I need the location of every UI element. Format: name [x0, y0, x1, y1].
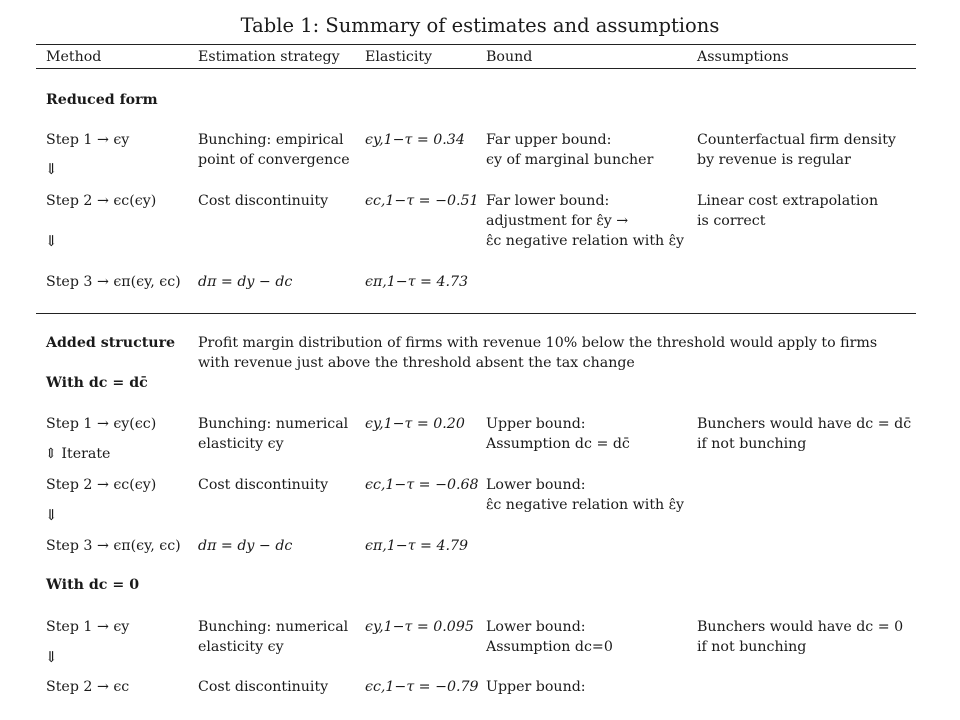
strategy-line: elasticity ϵy: [198, 639, 284, 655]
row-reduced-step2-method: Step 2 → ϵc(ϵy): [46, 193, 157, 209]
bound-line: Lower bound:: [486, 477, 586, 493]
row-reduced-step2-assumptions: [697, 191, 878, 231]
down-arrow-icon: ⇓: [45, 506, 58, 524]
row-bar-step1-assumptions: [697, 414, 911, 454]
row-bar-step2-method: Step 2 → ϵc(ϵy): [46, 477, 157, 493]
header-method: Method: [46, 49, 102, 65]
description-line: with revenue just above the threshold absent the tax change: [198, 355, 635, 371]
header-assumptions: Assumptions: [697, 49, 789, 65]
strategy-line: Bunching: numerical: [198, 416, 349, 432]
row-zero-step1-method: Step 1 → ϵy: [46, 619, 130, 635]
bound-line: ϵy of marginal buncher: [486, 152, 654, 168]
row-bar-step1-strategy: [198, 414, 348, 454]
bound-line: Assumption dc = dc̄: [486, 436, 630, 452]
assumption-line: Bunchers would have dc = 0: [697, 619, 904, 635]
header-elasticity: Elasticity: [365, 49, 433, 65]
row-zero-step2-method: Step 2 → ϵc: [46, 679, 130, 695]
row-bar-step3-method: Step 3 → ϵπ(ϵy, ϵc): [46, 538, 181, 554]
assumption-line: is correct: [697, 213, 766, 229]
row-zero-step1-assumptions: [697, 617, 903, 657]
bound-line: Lower bound:: [486, 619, 586, 635]
down-arrow-icon: ⇓: [45, 160, 58, 178]
strategy-line: point of convergence: [198, 152, 350, 168]
row-zero-step1-strategy: [198, 617, 348, 657]
iterate-label: ⇕ Iterate: [45, 446, 111, 462]
row-bar-step2-strategy: Cost discontinuity: [198, 477, 329, 493]
header-rule: [36, 68, 916, 69]
bound-line: Assumption dc=0: [486, 639, 613, 655]
down-arrow-icon: ⇓: [45, 648, 58, 666]
row-zero-step2-bound: Upper bound:: [486, 679, 586, 695]
section-reduced-form: Reduced form: [46, 92, 158, 108]
header-strategy: Estimation strategy: [198, 49, 340, 65]
bound-line: ε̂c negative relation with ε̂y: [486, 233, 685, 249]
section-rule: [36, 313, 916, 314]
bound-line: Far lower bound:: [486, 193, 610, 209]
row-bar-step1-method: Step 1 → ϵy(ϵc): [46, 416, 157, 432]
row-zero-step1-elasticity: ϵy,1−τ = 0.095: [365, 619, 474, 635]
bound-line: Far upper bound:: [486, 132, 612, 148]
row-zero-step2-strategy: Cost discontinuity: [198, 679, 329, 695]
bound-line: adjustment for ε̂y →: [486, 213, 629, 229]
row-reduced-step1-bound: [486, 130, 653, 170]
row-reduced-step1-assumptions: [697, 130, 896, 170]
row-reduced-step3-strategy: dπ = dy − dc: [198, 274, 293, 290]
row-bar-step2-bound: [486, 475, 684, 515]
bound-line: Upper bound:: [486, 416, 586, 432]
row-reduced-step1-method: Step 1 → ϵy: [46, 132, 130, 148]
subsection-with-dc-zero: With dc = 0: [46, 577, 140, 593]
down-arrow-icon: ⇓: [45, 232, 58, 250]
row-bar-step3-elasticity: ϵπ,1−τ = 4.79: [365, 538, 469, 554]
assumption-line: Counterfactual firm density: [697, 132, 896, 148]
bound-line: ε̂c negative relation with ε̂y: [486, 497, 685, 513]
section-added-structure: Added structure: [46, 335, 176, 351]
row-bar-step1-bound: [486, 414, 630, 454]
assumption-line: if not bunching: [697, 639, 807, 655]
row-reduced-step1-elasticity: ϵy,1−τ = 0.34: [365, 132, 465, 148]
row-reduced-step2-elasticity: ϵc,1−τ = −0.51: [365, 193, 479, 209]
description-line: Profit margin distribution of firms with revenue 10% below the threshold would apply to firms: [198, 335, 878, 351]
header-bound: Bound: [486, 49, 533, 65]
strategy-line: elasticity ϵy: [198, 436, 284, 452]
assumption-line: Linear cost extrapolation: [697, 193, 879, 209]
assumption-line: by revenue is regular: [697, 152, 851, 168]
row-bar-step3-strategy: dπ = dy − dc: [198, 538, 293, 554]
assumption-line: if not bunching: [697, 436, 807, 452]
row-zero-step1-bound: [486, 617, 613, 657]
row-bar-step1-elasticity: ϵy,1−τ = 0.20: [365, 416, 465, 432]
strategy-line: Bunching: numerical: [198, 619, 349, 635]
top-rule: [36, 44, 916, 45]
row-reduced-step3-elasticity: ϵπ,1−τ = 4.73: [365, 274, 469, 290]
row-reduced-step2-bound: [486, 191, 684, 251]
row-zero-step2-elasticity: ϵc,1−τ = −0.79: [365, 679, 479, 695]
table-caption: Table 1: Summary of estimates and assumptions: [240, 14, 720, 37]
subsection-with-dc-bar: With dc = dc̄: [46, 375, 148, 391]
row-reduced-step3-method: Step 3 → ϵπ(ϵy, ϵc): [46, 274, 181, 290]
row-reduced-step1-strategy: [198, 130, 350, 170]
row-reduced-step2-strategy: Cost discontinuity: [198, 193, 329, 209]
row-bar-step2-elasticity: ϵc,1−τ = −0.68: [365, 477, 479, 493]
strategy-line: Bunching: empirical: [198, 132, 344, 148]
added-structure-description: [198, 333, 877, 373]
assumption-line: Bunchers would have dc = dc̄: [697, 416, 912, 432]
